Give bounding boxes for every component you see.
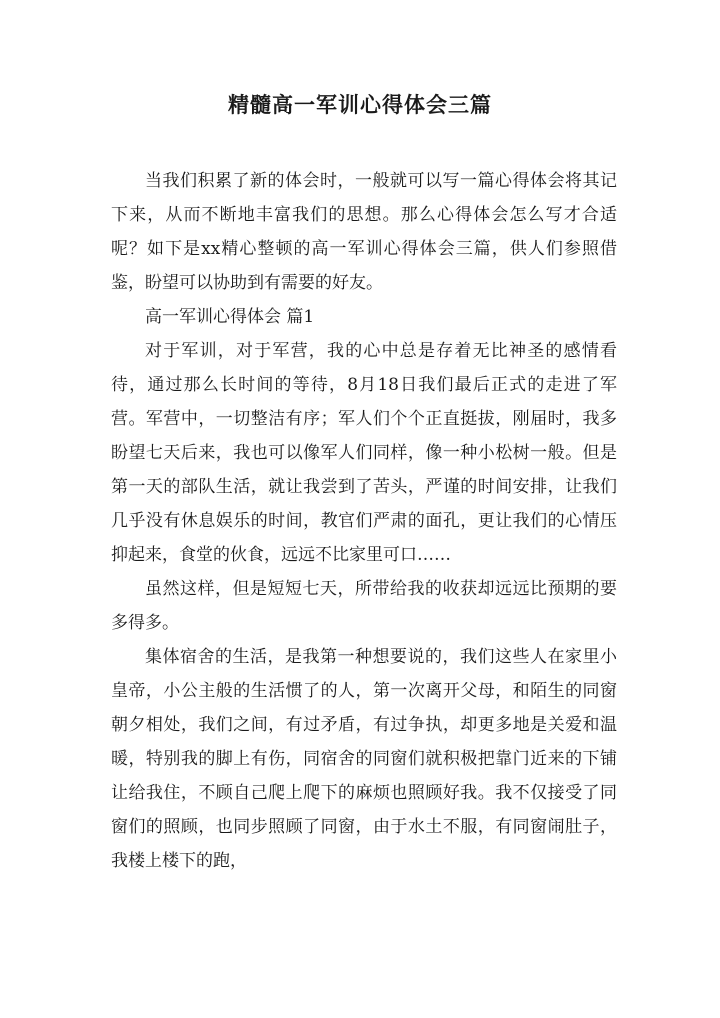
body-paragraph-2: 虽然这样，但是短短七天，所带给我的收获却远远比预期的要多得多。	[111, 579, 617, 633]
body-paragraph-1: 对于军训，对于军营，我的心中总是存着无比神圣的感情看待，通过那么长时间的等待，8月18日我们最后正式的走进了军营。军营中，一切整洁有序；军人们个个正直挺拔，刚届时，我多盼望七天后来，我也可以像军人们同样，像一种小松树一般。但是第一天的部队生活，就让我尝到了苦头，严谨的时间安排，让我们几乎没有休息娱乐的时间，教官们严肃的面孔，更让我们的心情压抑起来，食堂的伙食，远远不比家里可口……	[111, 341, 617, 565]
document-body	[111, 164, 617, 878]
intro-paragraph: 当我们积累了新的体会时，一般就可以写一篇心得体会将其记下来，从而不断地丰富我们的思想。那么心得体会怎么写才合适呢？如下是xx精心整顿的高一军训心得体会三篇，供人们参照借鉴，盼望可以协助到有需要的好友。	[111, 171, 617, 293]
section-heading: 高一军训心得体会 篇1	[145, 307, 315, 327]
body-paragraph-3: 集体宿舍的生活，是我第一种想要说的，我们这些人在家里小皇帝，小公主般的生活惯了的人，第一次离开父母，和陌生的同窗朝夕相处，我们之间，有过矛盾，有过争执，却更多地是关爱和温暖，特别我的脚上有伤，同宿舍的同窗们就积极把靠门近来的下铺让给我住，不顾自己爬上爬下的麻烦也照顾好我。我不仅接受了同窗们的照顾，也同步照顾了同窗，由于水土不服，有同窗闹肚子，我楼上楼下的跑，	[111, 647, 617, 871]
document-title: 精髓高一军训心得体会三篇	[228, 92, 492, 117]
